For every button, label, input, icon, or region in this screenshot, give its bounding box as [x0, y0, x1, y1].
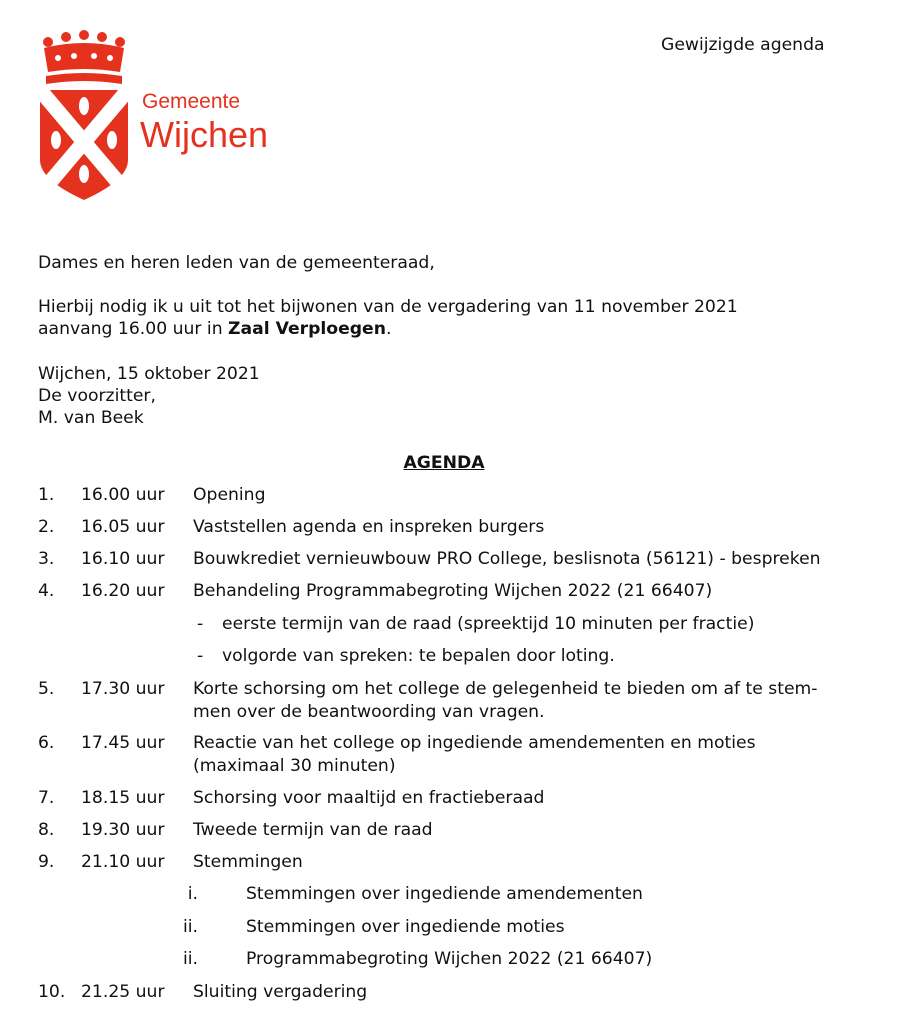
- venue: Zaal Verploegen: [228, 319, 386, 339]
- item-time: 16.05 uur: [81, 517, 165, 537]
- signatory-name: M. van Beek: [38, 408, 144, 428]
- item-description: Tweede termijn van de raad: [193, 820, 433, 840]
- logo-text-line2: Wijchen: [140, 114, 269, 155]
- sub-item-numeral: ii.: [182, 917, 198, 937]
- item-number: 1.: [38, 485, 55, 505]
- sub-item-text: Stemmingen over ingediende moties: [246, 917, 565, 937]
- invitation-line2: [38, 318, 391, 340]
- sub-item-text: Programmabegroting Wijchen 2022 (21 66407): [246, 949, 653, 969]
- invitation-prefix: aanvang 16.00 uur in: [38, 319, 229, 339]
- item-description-line2: (maximaal 30 minuten): [193, 756, 396, 776]
- item-description-line1: Reactie van het college op ingediende amendementen en moties: [193, 733, 756, 753]
- sub-item-numeral: i.: [187, 884, 198, 904]
- item-time: 17.30 uur: [81, 679, 165, 699]
- item-number: 9.: [38, 852, 55, 872]
- signatory-role: De voorzitter,: [38, 386, 156, 406]
- item-time: 16.10 uur: [81, 549, 165, 569]
- invitation-suffix: .: [385, 319, 392, 339]
- invitation-line1: Hierbij nodig ik u uit tot het bijwonen van de vergadering van 11 november 2021: [38, 297, 738, 317]
- sub-item-text: Stemmingen over ingediende amendementen: [246, 884, 643, 904]
- item-number: 7.: [38, 788, 55, 808]
- item-description: Schorsing voor maaltijd en fractieberaad: [193, 788, 545, 808]
- item-time: 16.20 uur: [81, 581, 165, 601]
- item-number: 8.: [38, 820, 55, 840]
- item-time: 21.10 uur: [81, 852, 165, 872]
- item-description: Vaststellen agenda en inspreken burgers: [193, 517, 545, 537]
- item-description: Behandeling Programmabegroting Wijchen 2022 (21 66407): [193, 581, 713, 601]
- item-time: 21.25 uur: [81, 982, 165, 1002]
- item-time: 18.15 uur: [81, 788, 165, 808]
- place-date: Wijchen, 15 oktober 2021: [38, 364, 260, 384]
- logo-text-line1: Gemeente: [142, 90, 241, 113]
- item-description: Stemmingen: [193, 852, 303, 872]
- item-number: 3.: [38, 549, 55, 569]
- item-description-line2: men over de beantwoording van vragen.: [193, 702, 545, 722]
- municipality-logo: [34, 30, 270, 202]
- bullet-text: volgorde van spreken: te bepalen door loting.: [222, 646, 615, 666]
- item-description: Opening: [193, 485, 266, 505]
- item-number: 5.: [38, 679, 55, 699]
- sub-item-numeral: ii.: [182, 949, 198, 969]
- bullet-text: eerste termijn van de raad (spreektijd 10 minuten per fractie): [222, 614, 755, 634]
- item-time: 16.00 uur: [81, 485, 165, 505]
- item-description: Bouwkrediet vernieuwbouw PRO College, beslisnota (56121) - bespreken: [193, 549, 821, 569]
- item-number: 10.: [38, 982, 66, 1002]
- agenda-heading: AGENDA: [403, 453, 485, 473]
- salutation: Dames en heren leden van de gemeenteraad,: [38, 253, 435, 273]
- document-status: Gewijzigde agenda: [661, 35, 825, 55]
- item-description-line1: Korte schorsing om het college de gelegenheid te bieden om af te stem-: [193, 679, 818, 699]
- coat-of-arms-icon: [34, 30, 134, 202]
- item-number: 2.: [38, 517, 55, 537]
- item-time: 19.30 uur: [81, 820, 165, 840]
- item-description: Sluiting vergadering: [193, 982, 368, 1002]
- item-time: 17.45 uur: [81, 733, 165, 753]
- bullet-dash: -: [197, 614, 204, 634]
- bullet-dash: -: [197, 646, 204, 666]
- item-number: 4.: [38, 581, 55, 601]
- item-number: 6.: [38, 733, 55, 753]
